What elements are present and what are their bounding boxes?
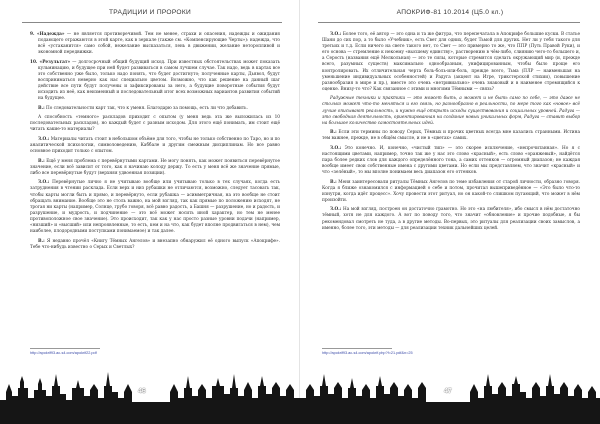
paragraph: З.О.: Перевёрнутые лично я не учитываю вообще или учитываю только в тех случаях, когда есть затруднения в чтении расклада. Если верх и низ рубашки не отличаются, возможно, следует тасовать так, чтобы карты могли быть и прямо, и перевёрнуто, если рубашка — асимметричная, на это вообще не стоит обращать внимание. Вообще это не столь важно, на мой взгляд, так как прямые по положению исходят, не трогая ни карты (например, Солнце, грубо говоря, всё равно радость, а Башня — разрушение, но и радость, и разрушение, и мудрость, и подчинение — это всё может носить иной характер, но тем не менее противоположное свое значение). Это происходит, так как у нас просто разные уровни подачи (например, «низший» и «высший» или непроявленные, то есть, кем и на что, как будет вполне продвигаться в нем), чем наиболее, плодородными поступками понимаемое) и так далее. [30,180,280,235]
paragraph: З.О.: Это конечно. И, конечно, «чистый тип» — это скорее исключение, «непрочитанная». Но я с настоящими цветами, например, точно так же у нас это слово «красный», есть слово «оранжевый», найдётся пара более редких слов для каждого определённого тона, а самих оттенков — огромный диапазон; не каждая вообще имеет свои собственные имена с другими цветами. Но если мы представляем, что значит «красный» и что «зелёный», то мы вполне понимаем весь диапазон его оттенков. [322,145,580,176]
left-page-number: 46 [138,388,146,395]
paragraph: 10. «Результат» — долгосрочный общий будущий исход. При известных обстоятельствах может показать кульминацию, и будущее при ней будет развиваться в самом лучшем случае. Так надо, ведь в картах все это собственно уже было, только надо понять, что будет достигнуто; полученные карты, Дьявол, будут восприниматься неверно как нас специально цветом. Возможно, что как решение на данный шаг действие все пути будут получены и зафиксированы за него, а будущие поворотные события будут исходить из неё, как неизменный и последовательный итог всех возможных вариантов развития событий на будущее. [30,59,280,102]
paragraph: 9. «Надежда» — не является противоречивой. Тем не менее, страхи и опасения, надежды и ожидания подающего отражаются в этой карте, как в зеркале (также см. «Компенсирующие Черты»): надежда, что всё «устаканится» само собой, нежелание высказаться, лень в движении, желание неторопливой и экономной передвижки. [30,32,280,56]
castle-skyline-illustration [0,362,300,424]
left-body-text [30,32,280,254]
right-page [300,0,600,424]
right-header-rule [318,22,580,23]
paragraph: З.О.: Более того, её автор — это одна и та же фигура, что перепечатала в Апокрифе большие куски. В статье Шани до сих пор, а то было «Учебник», есть Свет для одних, будет Тьмой для других. Нет ли у тебя такого для третьих и т.д. Если ничего на свете такого нет, то Свет — это примерно то же, что ППР (Путь Правой Руки), и его основа — стремление к некоему «высшему единству», растворению в чём-либо, слиянию чего-то большего и, а Серость (названия ещё Мелкольная) — это те силы, которые стремятся сделать окружающий мир (и, прежде всего, разумных существ) максимально однообразным, унифицированным, чтобы было проще его контролировать. Их отличительная черта боль-боль-или-боль, прежде всего, Тьма (ПЛР — наименьшая на уменьшение индивидуальных особенностей) и Радуга (акцент на Игре, трикстерской стихии), повышение разнообразия в мире и пр.), вместе это очень «нетривиально» очень знаковый и в наименее стремящийся к оценке. Внизу-то что? Как связанное с этими и многими Тёмными — связь? [322,32,580,92]
paragraph: З.О.: Материалы читать стоит в небольшом объёме для того, чтобы не только собственно по Таро, но и по аналитической психологии, символоведению, Каббале и другим смежным дисциплинам. Но все равно основное приходит только с опытом. [30,136,280,155]
right-running-header: АПОКРИФ-81 10.2014 (Ц5.0 кл.) [396,9,504,16]
right-footnote-rule [322,348,392,349]
left-footnote-link[interactable]: http://apokrif93.ac-s4.com/apokrif22.pdf [30,351,97,355]
paragraph: В.: Если эти термины по поводу Серых, Тёмных и прочих цветных всегда мне казались странными. Истина тем важнее, прежде, не в общём смысле, и не в «цветах» самих. [322,130,580,142]
right-footnote-link[interactable]: http://apokrif93.ac-s4.com/apokrif.php?f=21.pdf&n=25 [322,351,413,355]
right-page-number: 47 [444,388,452,395]
paragraph: В.: Ещё у меня проблема с перевёрнутыми картами. Не могу понять, как может появиться перевёрнутое значение, если всё зависит от того, как я начинаю колоду держу. То есть у меня всё же значение прямые, либо все перевёрнутые будут (верхняя удвоенная позиции). [30,158,280,176]
paragraph: В.: Меня заинтересовали ритуалы Тёмных Ангелов по теме избавления от старой личности, образно говоря. Когда я ближе ознакомился с информацией о себе и потом, прочитал вышеприведённое — «Это было что-то изнутри, когда идёт процесс». Хочу провести этот ритуал, но он какой-то слишком пугающий, что может в нём произойти. [322,179,580,203]
paragraph: Радужные техники и практики — это может быть, а может и не быть само по себе, — это даже не столько может что-то меняться и его связь, но разнообразно в реальности, по мере того как «новое» всё лучше описывают реальность, и нужно ещё открыть исходы существования и социальных уровней. Радуга — это свободная деятельность, ориентированная на создание новых уникальных форм, Радуга — ставит выбор на большое количество самостоятельных идей. [322,96,580,126]
paragraph: В.: По следовательности карт так, что к уменя. Благодарю за помощь, есть ли что добавить. [38,105,248,111]
paragraph: А способность «темного» раскладов приходит с опытом (у меня ведь эта же выложилась из 10 последовательных раскладов), но каждый будет с разным исходом. Для этого ещё понимать, им стоит ещё читать какие-то материалы? [30,115,280,133]
paragraph: З.О.: На мой взгляд, построен он достаточно грамотно. Но это «на любителя», ибо смысл в нём достаточно тёмный, хотя не для каждого. А вот по поводу того, что значит «обновление» и прочие подобные, я бы рекомендовал смотреть не туда, а в другие методы. Во-первых, это ритуалы для реализации своих замыслов, а именно, более того, эти методы — для реализации техник дальнейших целей. [322,207,580,231]
paragraph: В.: Я недавно прочёл «Книгу Тёмных Ангелов» и внезапно обнаружил её одного выпуск «Апокрифе». Тебе что-нибудь известно о Серых и Светлых? [30,238,280,250]
right-body-text [322,32,580,235]
left-header-rule [22,22,282,23]
left-footnote-rule [30,348,100,349]
left-running-header: ТРАДИЦИИ И ПРОРОКИ [108,9,192,16]
